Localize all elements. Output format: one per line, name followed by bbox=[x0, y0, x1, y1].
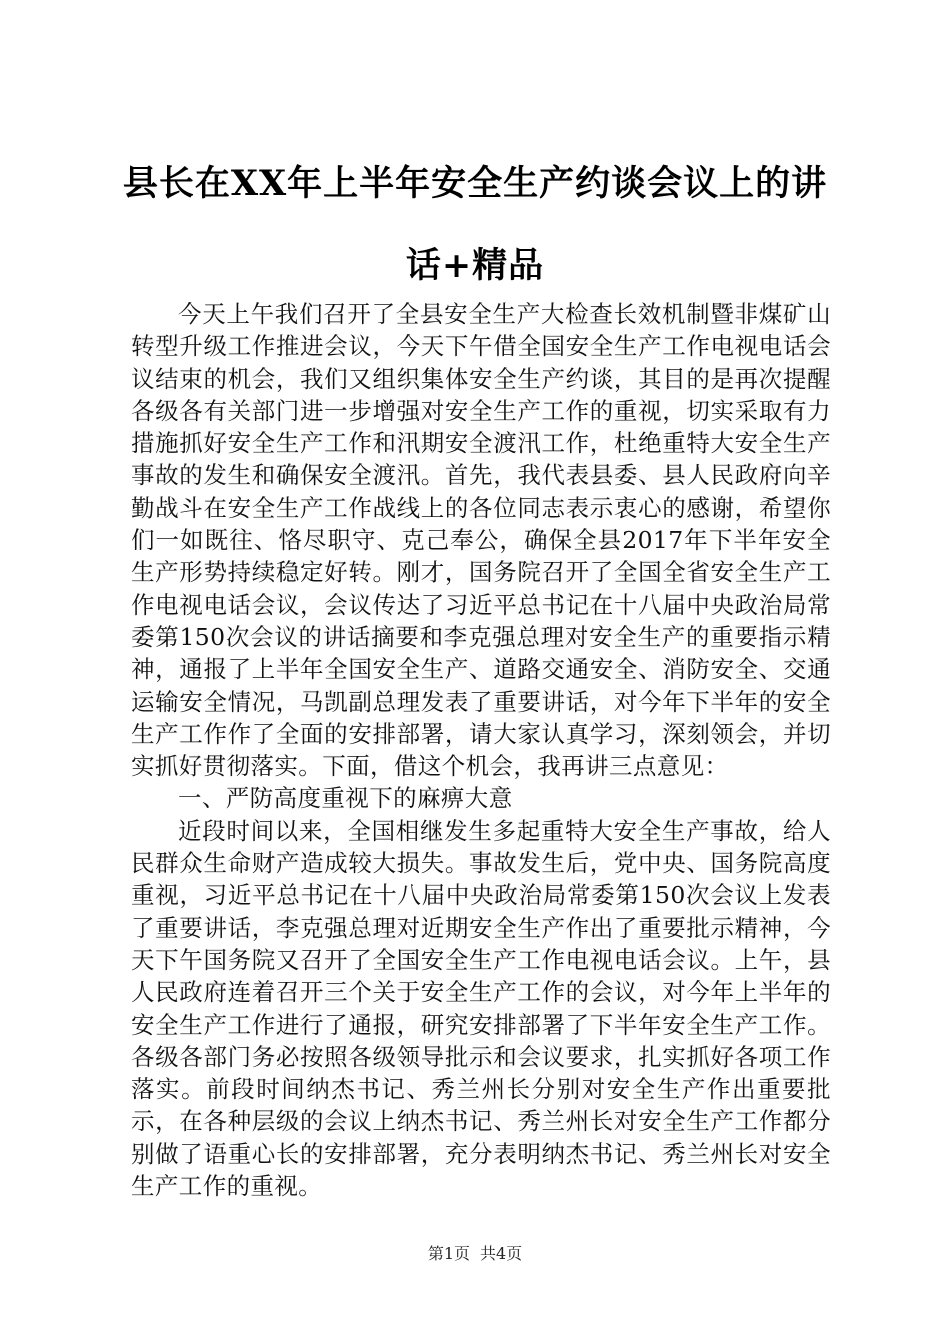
page-number: 第1页 bbox=[427, 1244, 470, 1263]
document-title-line-2: 话+精品 bbox=[405, 245, 545, 286]
document-body bbox=[131, 298, 831, 1202]
section-heading-1: 一、严防高度重视下的麻痹大意 bbox=[178, 784, 513, 813]
paragraph-section-1: 近段时间以来，全国相继发生多起重特大安全生产事故，给人民群众生命财产造成较大损失。事故发生后，党中央、国务院高度重视，习近平总书记在十八届中央政治局常委第150次会议上发表了重要讲话，李克强总理对近期安全生产作出了重要批示精神，今天下午国务院又召开了全国安全生产工作电视电话会议。上午，县人民政府连着召开三个关于安全生产工作的会议，对今年上半年的安全生产工作进行了通报，研究安排部署了下半年安全生产工作。各级各部门务必按照各级领导批示和会议要求，扎实抓好各项工作落实。前段时间纳杰书记、秀兰州长分别对安全生产作出重要批示，在各种层级的会议上纳杰书记、秀兰州长对安全生产工作都分别做了语重心长的安排部署，充分表明纳杰书记、秀兰州长对安全生产工作的重视。 bbox=[131, 816, 831, 1201]
document-title-line-1: 县长在XX年上半年安全生产约谈会议上的讲 bbox=[122, 163, 828, 204]
paragraph-intro: 今天上午我们召开了全县安全生产大检查长效机制暨非煤矿山转型升级工作推进会议，今天下午借全国安全生产工作电视电话会议结束的机会，我们又组织集体安全生产约谈，其目的是再次提醒各级各有关部门进一步增强对安全生产工作的重视，切实采取有力措施抓好安全生产工作和汛期安全渡汛工作，杜绝重特大安全生产事故的发生和确保安全渡汛。首先，我代表县委、县人民政府向辛勤战斗在安全生产工作战线上的各位同志表示衷心的感谢，希望你们一如既往、恪尽职守、克己奉公，确保全县2017年下半年安全生产形势持续稳定好转。刚才，国务院召开了全国全省安全生产工作电视电话会议，会议传达了习近平总书记在十八届中央政治局常委第150次会议的讲话摘要和李克强总理对安全生产的重要指示精神，通报了上半年全国安全生产、道路交通安全、消防安全、交通运输安全情况，马凯副总理发表了重要讲话，对今年下半年的安全生产工作作了全面的安排部署，请大家认真学习，深刻领会，并切实抓好贯彻落实。下面，借这个机会，我再讲三点意见： bbox=[131, 300, 831, 781]
page-total: 共4页 bbox=[480, 1244, 523, 1263]
page-footer bbox=[0, 1244, 950, 1264]
